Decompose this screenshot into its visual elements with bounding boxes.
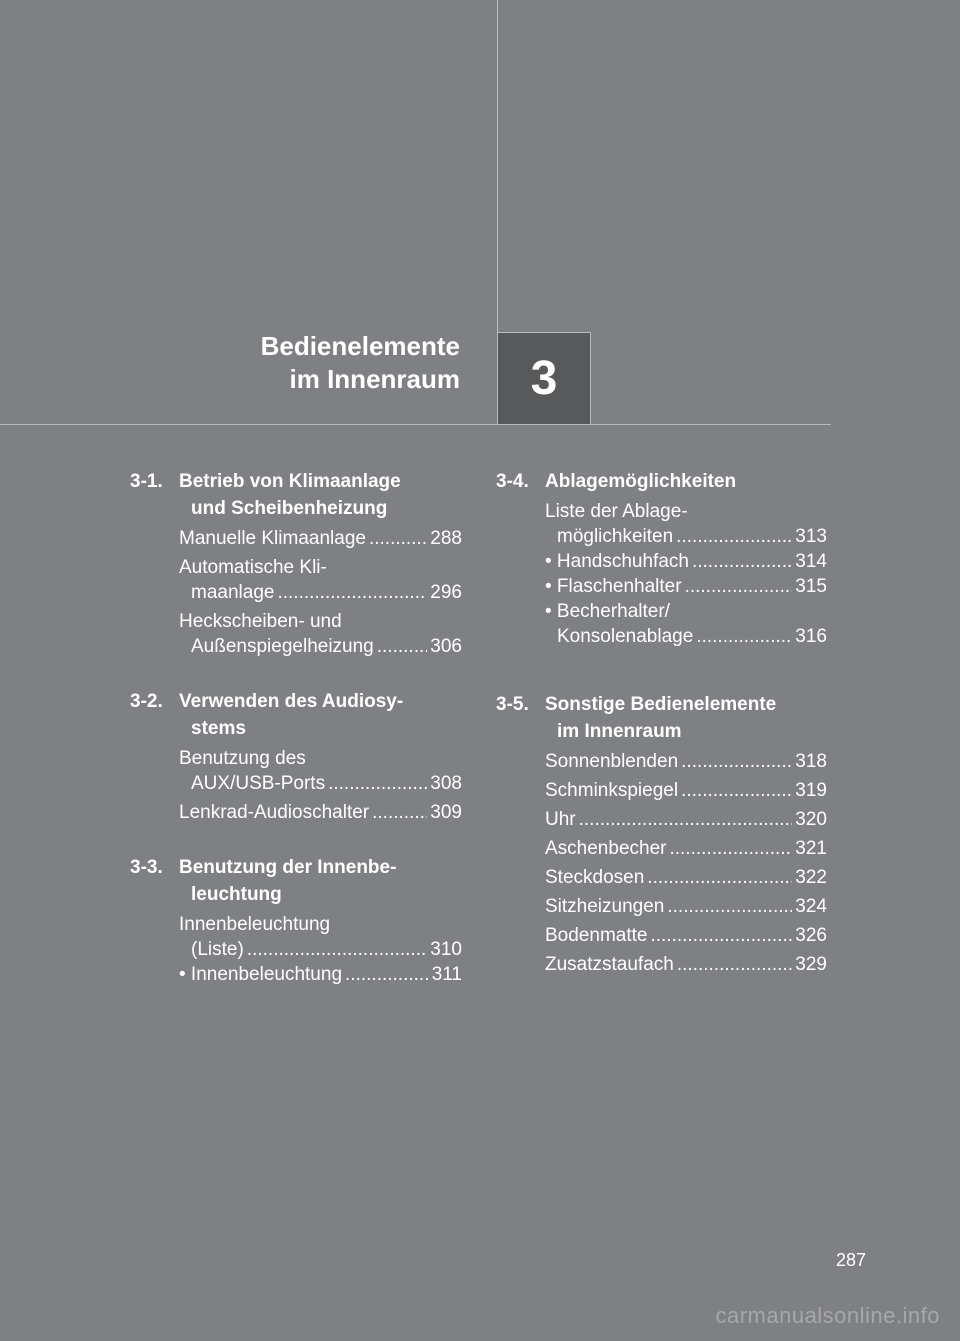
- chapter-number-box: [498, 332, 591, 424]
- entry-page: 310: [430, 939, 462, 960]
- section-entries: [545, 499, 827, 649]
- toc-entry[interactable]: [545, 952, 827, 977]
- entry-label-line1: Automatische Kli-: [179, 557, 327, 578]
- entry-page: 311: [431, 964, 462, 985]
- entry-label: Bodenmatte: [545, 925, 648, 946]
- toc-entry[interactable]: [545, 865, 827, 890]
- entry-page: 318: [795, 751, 827, 772]
- section-heading: [130, 468, 462, 522]
- section-number: 3-5.: [496, 694, 529, 715]
- section-heading: [496, 691, 827, 745]
- section-title[interactable]: [545, 468, 827, 495]
- entry-page: 316: [795, 626, 827, 647]
- section-heading: [496, 468, 827, 495]
- dot-leader: [669, 836, 792, 861]
- section-title-line1: Verwenden des Audiosy-: [179, 691, 404, 712]
- section-number: 3-1.: [130, 471, 163, 492]
- section-title[interactable]: [179, 688, 462, 742]
- entry-page: 321: [795, 838, 827, 859]
- dot-leader: [667, 894, 792, 919]
- section-title-line2: und Scheibenheizung: [191, 498, 388, 519]
- dot-leader: [685, 574, 793, 599]
- entry-page: 308: [430, 773, 462, 794]
- entry-label: Uhr: [545, 809, 576, 830]
- entry-label: Manuelle Klimaanlage: [179, 528, 366, 549]
- section-heading: [130, 854, 462, 908]
- toc-section-3-5: [496, 691, 827, 977]
- section-title-line2: leuchtung: [191, 884, 282, 905]
- chapter-title-line2: im Innenraum: [289, 364, 460, 394]
- entry-label-line1: • Becherhalter/: [545, 601, 670, 622]
- chapter-title-line1: Bedienelemente: [260, 331, 460, 361]
- section-title-line1: Benutzung der Innenbe-: [179, 857, 397, 878]
- dot-leader: [676, 524, 792, 549]
- entry-page: 315: [795, 576, 827, 597]
- dot-leader: [681, 749, 792, 774]
- entry-page: 313: [795, 526, 827, 547]
- entry-page: 296: [430, 582, 462, 603]
- entry-page: 288: [430, 528, 462, 549]
- section-title-line1: Sonstige Bedienelemente: [545, 694, 777, 715]
- dot-leader: [369, 526, 427, 551]
- toc-section-3-3: [130, 854, 462, 987]
- dot-leader: [377, 634, 428, 659]
- entry-label-line1: Innenbeleuchtung: [179, 914, 331, 935]
- entry-label: Sitzheizungen: [545, 896, 665, 917]
- toc-entry[interactable]: [179, 912, 462, 962]
- section-entries: [545, 749, 827, 977]
- section-entries: [179, 746, 462, 825]
- section-entries: [179, 912, 462, 987]
- section-title-line1: Betrieb von Klimaanlage: [179, 471, 401, 492]
- toc-column-right: [496, 468, 827, 1006]
- entry-label: • Handschuhfach: [545, 551, 689, 572]
- toc-entry[interactable]: [545, 499, 827, 549]
- toc-entry[interactable]: [179, 800, 462, 825]
- toc-entry[interactable]: [179, 609, 462, 659]
- toc-entry[interactable]: [545, 836, 827, 861]
- toc-entry[interactable]: [179, 746, 462, 796]
- section-number: 3-3.: [130, 857, 163, 878]
- chapter-number: 3: [530, 352, 558, 405]
- horizontal-divider: [0, 424, 831, 425]
- toc-entry[interactable]: [545, 894, 827, 919]
- entry-label: • Flaschenhalter: [545, 576, 682, 597]
- section-title[interactable]: [179, 468, 462, 522]
- toc-section-3-2: [130, 688, 462, 825]
- entry-label: (Liste): [191, 939, 244, 960]
- dot-leader: [650, 923, 792, 948]
- section-title[interactable]: [545, 691, 827, 745]
- toc-entry[interactable]: [545, 923, 827, 948]
- toc-entry[interactable]: [545, 749, 827, 774]
- section-number: 3-4.: [496, 471, 529, 492]
- entry-page: 324: [795, 896, 827, 917]
- entry-label: Konsolenablage: [557, 626, 694, 647]
- dot-leader: [677, 952, 792, 977]
- toc-entry[interactable]: [545, 599, 827, 649]
- section-title-line2: stems: [191, 718, 246, 739]
- entry-page: 320: [795, 809, 827, 830]
- entry-page: 322: [795, 867, 827, 888]
- entry-label: Steckdosen: [545, 867, 645, 888]
- toc-section-3-1: [130, 468, 462, 659]
- toc-entry[interactable]: [545, 807, 827, 832]
- dot-leader: [647, 865, 792, 890]
- entry-label: • Innenbeleuchtung: [179, 964, 343, 985]
- toc-entry[interactable]: [545, 778, 827, 803]
- entry-label: Zusatzstaufach: [545, 954, 674, 975]
- entry-label: Lenkrad-Audioschalter: [179, 802, 370, 823]
- dot-leader: [692, 549, 792, 574]
- section-heading: [130, 688, 462, 742]
- dot-leader: [681, 778, 792, 803]
- section-number: 3-2.: [130, 691, 163, 712]
- toc-entry[interactable]: [545, 549, 827, 574]
- chapter-title: [261, 330, 460, 396]
- entry-label-line1: Heckscheiben- und: [179, 611, 342, 632]
- dot-leader: [696, 624, 792, 649]
- toc-entry[interactable]: [179, 555, 462, 605]
- entry-label-line1: Benutzung des: [179, 748, 306, 769]
- entry-page: 309: [430, 802, 462, 823]
- section-title[interactable]: [179, 854, 462, 908]
- entry-label: maanlage: [191, 582, 275, 603]
- entry-label: möglichkeiten: [557, 526, 674, 547]
- entry-label-line1: Liste der Ablage-: [545, 501, 688, 522]
- entry-label: Sonnenblenden: [545, 751, 679, 772]
- entry-label: AUX/USB-Ports: [191, 773, 326, 794]
- entry-page: 306: [430, 636, 462, 657]
- entry-page: 329: [795, 954, 827, 975]
- entry-label: Außenspiegelheizung: [191, 636, 374, 657]
- toc-column-left: [130, 468, 462, 1016]
- toc-section-3-4: [496, 468, 827, 649]
- entry-page: 326: [795, 925, 827, 946]
- dot-leader: [277, 580, 427, 605]
- page-number: 287: [836, 1250, 867, 1270]
- toc-entry[interactable]: [179, 526, 462, 551]
- section-entries: [179, 526, 462, 659]
- entry-label: Schminkspiegel: [545, 780, 679, 801]
- dot-leader: [328, 771, 427, 796]
- entry-label: Aschenbecher: [545, 838, 667, 859]
- section-title-line2: im Innenraum: [557, 721, 682, 742]
- dot-leader: [247, 937, 428, 962]
- section-title-line1: Ablagemöglichkeiten: [545, 471, 737, 492]
- dot-leader: [345, 962, 429, 987]
- entry-page: 314: [795, 551, 827, 572]
- entry-page: 319: [795, 780, 827, 801]
- watermark: carmanualsonline.info: [715, 1303, 940, 1328]
- dot-leader: [579, 807, 793, 832]
- toc-entry[interactable]: [545, 574, 827, 599]
- toc-entry[interactable]: [179, 962, 462, 987]
- dot-leader: [372, 800, 427, 825]
